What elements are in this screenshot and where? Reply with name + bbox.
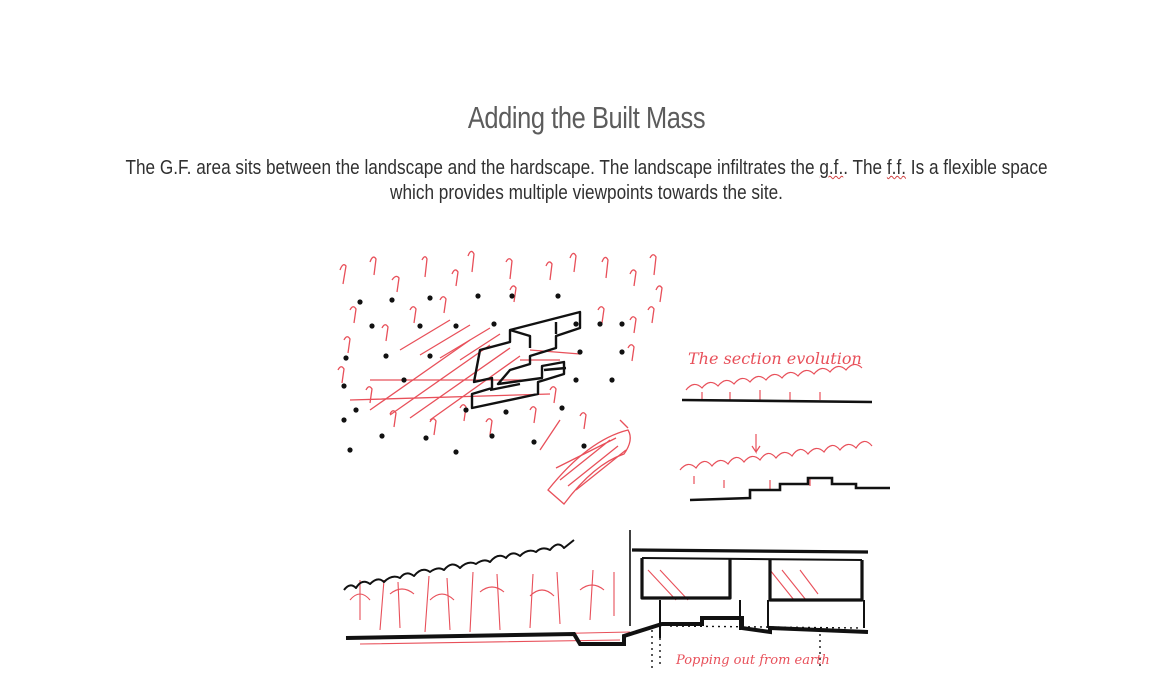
plan-trees (338, 251, 662, 504)
section-trees (680, 364, 872, 490)
section-ground-lines (682, 400, 890, 500)
description-part-3: Is a flexible space which provides multiple viewpoints towards the site. (390, 157, 1048, 204)
gf-abbreviation: g.f. (819, 157, 844, 179)
description-text (117, 156, 1057, 206)
ff-abbreviation: f.f. (886, 157, 907, 179)
architectural-sketch (330, 240, 890, 680)
description-part-2: . The (843, 157, 887, 179)
long-section (344, 530, 868, 670)
page-title: Adding the Built Mass (467, 100, 706, 135)
section-vegetation (350, 570, 818, 644)
section-canopy-outline (344, 540, 574, 590)
section-building (630, 530, 868, 638)
plan-column-dots (341, 293, 624, 454)
plan-sketch (338, 251, 662, 504)
description-part-1: The G.F. area sits between the landscape and the hardscape. The landscape infiltrates the (125, 157, 820, 179)
popping-out-label: Popping out from earth (676, 653, 830, 668)
section-evolution-label: The section evolution (688, 349, 862, 368)
section-evolution (680, 349, 890, 500)
